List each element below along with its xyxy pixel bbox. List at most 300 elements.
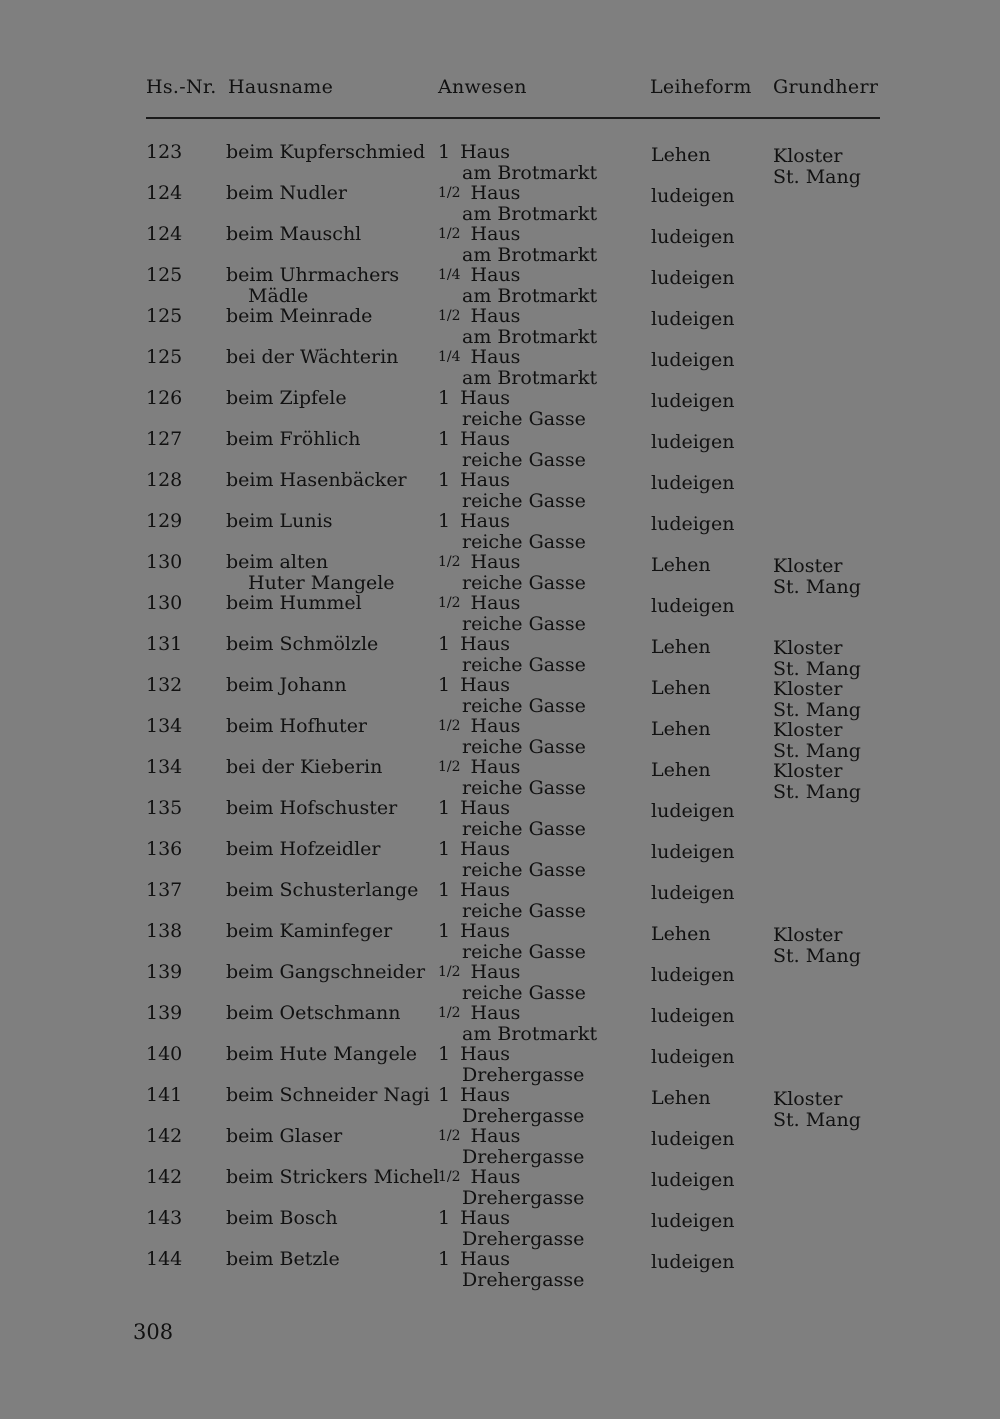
house-number: 125 <box>146 264 183 286</box>
anwesen-cell <box>438 511 586 553</box>
anwesen-haus: Haus <box>470 961 521 983</box>
anwesen-haus: Haus <box>470 305 521 327</box>
house-name-cell <box>226 347 398 368</box>
house-name: bei der Wächterin <box>226 346 399 368</box>
house-name: beim Schmölzle <box>226 633 379 655</box>
grundherr-continued: St. Mang <box>773 1109 861 1131</box>
house-name: beim Fröhlich <box>226 428 361 450</box>
table-row <box>0 920 1000 967</box>
house-name-cell <box>226 634 378 655</box>
anwesen-location: reiche Gasse <box>462 818 586 840</box>
leiheform: ludeigen <box>651 1210 735 1232</box>
anwesen-haus: Haus <box>460 469 510 491</box>
grundherr: Kloster <box>773 719 843 741</box>
anwesen-location: reiche Gasse <box>462 736 586 758</box>
header-grundherr: Grundherr <box>773 76 879 98</box>
anwesen-cell <box>438 634 586 676</box>
anwesen-cell <box>438 1167 584 1209</box>
house-name-cell <box>226 306 372 327</box>
anwesen-property <box>438 183 597 204</box>
table-row <box>0 551 1000 598</box>
grundherr-cell <box>773 925 861 967</box>
anwesen-haus: Haus <box>460 838 510 860</box>
anwesen-cell <box>438 306 597 348</box>
leiheform: ludeigen <box>651 841 735 863</box>
grundherr-cell <box>773 1089 861 1131</box>
leiheform: ludeigen <box>651 226 735 248</box>
leiheform: ludeigen <box>651 1005 735 1027</box>
house-name-cell <box>226 470 407 491</box>
house-name-cell <box>226 1044 417 1065</box>
anwesen-property <box>438 552 586 573</box>
header-hausname: Hausname <box>228 76 334 98</box>
table-row <box>0 265 1000 306</box>
anwesen-location: am Brotmarkt <box>462 285 598 307</box>
house-number: 137 <box>146 879 183 901</box>
anwesen-quantity: 1 <box>438 633 451 655</box>
house-number: 125 <box>146 305 183 327</box>
table-row <box>0 470 1000 511</box>
house-number: 126 <box>146 387 183 409</box>
house-number: 124 <box>146 182 183 204</box>
table-row <box>0 1249 1000 1290</box>
house-name: beim Hofzeidler <box>226 838 381 860</box>
anwesen-location: am Brotmarkt <box>462 326 598 348</box>
anwesen-cell <box>438 880 586 922</box>
anwesen-quantity: 1 <box>438 1248 451 1270</box>
table-row <box>0 141 1000 188</box>
grundherr-cell <box>773 638 861 680</box>
house-name-cell <box>226 962 425 983</box>
house-number: 141 <box>146 1084 183 1106</box>
anwesen-cell <box>438 347 597 389</box>
anwesen-haus: Haus <box>470 1166 521 1188</box>
grundherr-continued: St. Mang <box>773 658 861 680</box>
anwesen-property <box>438 1126 584 1147</box>
anwesen-quantity: 1/2 <box>438 718 461 734</box>
table-row <box>0 388 1000 429</box>
grundherr-continued: St. Mang <box>773 166 861 188</box>
leiheform: ludeigen <box>651 185 735 207</box>
anwesen-location: reiche Gasse <box>462 982 586 1004</box>
anwesen-haus: Haus <box>460 141 510 163</box>
house-name-cell <box>226 142 425 163</box>
anwesen-haus: Haus <box>460 1043 510 1065</box>
leiheform: ludeigen <box>651 1046 735 1068</box>
house-number: 138 <box>146 920 183 942</box>
table-row <box>0 1208 1000 1249</box>
anwesen-haus: Haus <box>460 1084 510 1106</box>
anwesen-location: reiche Gasse <box>462 941 586 963</box>
house-name: beim Hummel <box>226 592 362 614</box>
anwesen-location: am Brotmarkt <box>462 162 598 184</box>
house-name-cell <box>226 388 347 409</box>
grundherr-cell <box>773 146 861 188</box>
anwesen-cell <box>438 1085 584 1127</box>
anwesen-property <box>438 716 586 737</box>
house-number: 123 <box>146 141 183 163</box>
anwesen-cell <box>438 921 586 963</box>
house-name-continued: Huter Mangele <box>248 572 395 594</box>
anwesen-quantity: 1/2 <box>438 185 461 201</box>
table-row <box>0 798 1000 839</box>
anwesen-cell <box>438 593 586 635</box>
anwesen-property <box>438 757 586 778</box>
anwesen-location: reiche Gasse <box>462 859 586 881</box>
anwesen-property <box>438 634 586 655</box>
house-name-continued: Mädle <box>248 285 309 307</box>
leiheform: ludeigen <box>651 308 735 330</box>
grundherr-cell <box>773 720 861 762</box>
anwesen-quantity: 1 <box>438 1207 451 1229</box>
anwesen-location: Drehergasse <box>462 1187 585 1209</box>
leiheform: ludeigen <box>651 431 735 453</box>
house-name: beim Nudler <box>226 182 347 204</box>
table-row <box>0 1167 1000 1208</box>
house-name-cell <box>226 1126 342 1147</box>
anwesen-quantity: 1/4 <box>438 267 461 283</box>
house-number: 134 <box>146 715 183 737</box>
house-number: 135 <box>146 797 183 819</box>
anwesen-haus: Haus <box>460 633 510 655</box>
anwesen-property <box>438 1003 597 1024</box>
house-number: 130 <box>146 592 183 614</box>
leiheform: Lehen <box>651 923 711 945</box>
anwesen-location: reiche Gasse <box>462 695 586 717</box>
house-number: 128 <box>146 469 183 491</box>
anwesen-cell <box>438 142 597 184</box>
leiheform: Lehen <box>651 636 711 658</box>
anwesen-cell <box>438 675 586 717</box>
anwesen-quantity: 1/2 <box>438 964 461 980</box>
anwesen-location: am Brotmarkt <box>462 1023 598 1045</box>
page-number: 308 <box>133 1320 174 1344</box>
leiheform: ludeigen <box>651 882 735 904</box>
anwesen-location: Drehergasse <box>462 1228 585 1250</box>
house-name: beim Bosch <box>226 1207 338 1229</box>
house-number: 144 <box>146 1248 183 1270</box>
anwesen-cell <box>438 183 597 225</box>
house-number: 131 <box>146 633 183 655</box>
anwesen-location: reiche Gasse <box>462 531 586 553</box>
house-name: beim Gangschneider <box>226 961 426 983</box>
leiheform: Lehen <box>651 144 711 166</box>
table-row <box>0 347 1000 388</box>
house-name-cell <box>226 675 347 696</box>
anwesen-quantity: 1 <box>438 674 451 696</box>
table-row <box>0 306 1000 347</box>
house-name-cell <box>226 839 380 860</box>
anwesen-haus: Haus <box>460 1248 510 1270</box>
anwesen-haus: Haus <box>470 592 521 614</box>
leiheform: Lehen <box>651 718 711 740</box>
anwesen-haus: Haus <box>460 428 510 450</box>
anwesen-location: Drehergasse <box>462 1146 585 1168</box>
table-row <box>0 511 1000 552</box>
grundherr: Kloster <box>773 924 843 946</box>
grundherr-cell <box>773 556 861 598</box>
anwesen-quantity: 1 <box>438 920 451 942</box>
leiheform: ludeigen <box>651 1128 735 1150</box>
anwesen-property <box>438 1208 584 1229</box>
leiheform: Lehen <box>651 1087 711 1109</box>
anwesen-cell <box>438 1126 584 1168</box>
house-name-cell <box>226 921 392 942</box>
anwesen-haus: Haus <box>470 223 521 245</box>
house-number: 125 <box>146 346 183 368</box>
table-row <box>0 674 1000 721</box>
anwesen-location: reiche Gasse <box>462 777 586 799</box>
leiheform: Lehen <box>651 554 711 576</box>
anwesen-quantity: 1/2 <box>438 759 461 775</box>
house-number: 129 <box>146 510 183 532</box>
grundherr-continued: St. Mang <box>773 740 861 762</box>
table-row <box>0 429 1000 470</box>
grundherr: Kloster <box>773 760 843 782</box>
table-row <box>0 715 1000 762</box>
house-name: beim Mauschl <box>226 223 362 245</box>
anwesen-property <box>438 306 597 327</box>
anwesen-quantity: 1 <box>438 510 451 532</box>
house-name: beim Kaminfeger <box>226 920 393 942</box>
anwesen-cell <box>438 552 586 594</box>
house-name-cell <box>226 716 367 737</box>
table-row <box>0 1126 1000 1167</box>
anwesen-cell <box>438 1249 584 1291</box>
house-number: 130 <box>146 551 183 573</box>
house-number: 143 <box>146 1207 183 1229</box>
grundherr: Kloster <box>773 678 843 700</box>
anwesen-haus: Haus <box>460 510 510 532</box>
anwesen-cell <box>438 962 586 1004</box>
anwesen-haus: Haus <box>470 264 521 286</box>
house-name-cell <box>226 1085 430 1106</box>
anwesen-location: reiche Gasse <box>462 572 586 594</box>
anwesen-location: reiche Gasse <box>462 654 586 676</box>
house-name: beim Hasenbäcker <box>226 469 407 491</box>
grundherr: Kloster <box>773 637 843 659</box>
anwesen-quantity: 1/2 <box>438 1169 461 1185</box>
anwesen-cell <box>438 388 586 430</box>
anwesen-haus: Haus <box>460 879 510 901</box>
anwesen-cell <box>438 224 597 266</box>
anwesen-haus: Haus <box>470 715 521 737</box>
leiheform: ludeigen <box>651 964 735 986</box>
house-name-cell <box>226 593 362 614</box>
house-name: beim Hute Mangele <box>226 1043 418 1065</box>
leiheform: Lehen <box>651 677 711 699</box>
anwesen-haus: Haus <box>470 346 521 368</box>
anwesen-property <box>438 1085 584 1106</box>
table-body <box>0 142 1000 1290</box>
house-name: bei der Kieberin <box>226 756 383 778</box>
anwesen-quantity: 1 <box>438 879 451 901</box>
anwesen-quantity: 1/2 <box>438 226 461 242</box>
anwesen-haus: Haus <box>460 387 510 409</box>
anwesen-quantity: 1 <box>438 387 451 409</box>
anwesen-location: reiche Gasse <box>462 900 586 922</box>
anwesen-property <box>438 1044 584 1065</box>
anwesen-location: reiche Gasse <box>462 613 586 635</box>
anwesen-cell <box>438 1003 597 1045</box>
table-row <box>0 1044 1000 1085</box>
anwesen-haus: Haus <box>470 182 521 204</box>
house-number: 127 <box>146 428 183 450</box>
house-name-cell <box>226 880 418 901</box>
leiheform: ludeigen <box>651 390 735 412</box>
anwesen-property <box>438 593 586 614</box>
header-anwesen: Anwesen <box>438 76 527 98</box>
anwesen-quantity: 1 <box>438 141 451 163</box>
house-name-cell <box>226 757 382 778</box>
house-name-cell <box>226 1249 340 1270</box>
house-name: beim Zipfele <box>226 387 347 409</box>
house-name: beim Glaser <box>226 1125 343 1147</box>
header-rule <box>146 117 880 119</box>
house-name-cell <box>226 1208 338 1229</box>
anwesen-property <box>438 429 586 450</box>
house-name: beim Hofhuter <box>226 715 368 737</box>
house-name: beim Hofschuster <box>226 797 398 819</box>
house-number: 124 <box>146 223 183 245</box>
anwesen-property <box>438 224 597 245</box>
header-nr: Hs.-Nr. <box>146 76 217 98</box>
grundherr: Kloster <box>773 1088 843 1110</box>
grundherr-cell <box>773 761 861 803</box>
house-number: 139 <box>146 961 183 983</box>
grundherr-continued: St. Mang <box>773 781 861 803</box>
house-number: 134 <box>146 756 183 778</box>
table-row <box>0 633 1000 680</box>
anwesen-cell <box>438 429 586 471</box>
table-row <box>0 1084 1000 1131</box>
table-row <box>0 1003 1000 1044</box>
anwesen-location: Drehergasse <box>462 1105 585 1127</box>
house-name: beim Meinrade <box>226 305 373 327</box>
anwesen-location: reiche Gasse <box>462 490 586 512</box>
anwesen-quantity: 1 <box>438 797 451 819</box>
anwesen-quantity: 1 <box>438 1043 451 1065</box>
anwesen-cell <box>438 1208 584 1250</box>
table-row <box>0 183 1000 224</box>
grundherr-continued: St. Mang <box>773 945 861 967</box>
leiheform: ludeigen <box>651 800 735 822</box>
house-number: 136 <box>146 838 183 860</box>
house-name-cell <box>226 224 361 245</box>
house-name: beim Uhrmachers <box>226 264 400 286</box>
grundherr-continued: St. Mang <box>773 576 861 598</box>
leiheform: ludeigen <box>651 1169 735 1191</box>
leiheform: ludeigen <box>651 349 735 371</box>
anwesen-haus: Haus <box>470 1125 521 1147</box>
house-name-cell <box>226 798 397 819</box>
anwesen-cell <box>438 470 586 512</box>
anwesen-cell <box>438 839 586 881</box>
anwesen-quantity: 1 <box>438 838 451 860</box>
house-name: beim Oetschmann <box>226 1002 401 1024</box>
house-name-cell <box>226 429 361 450</box>
anwesen-property <box>438 962 586 983</box>
anwesen-property <box>438 839 586 860</box>
anwesen-property <box>438 1249 584 1270</box>
anwesen-haus: Haus <box>460 920 510 942</box>
table-row <box>0 962 1000 1003</box>
house-number: 142 <box>146 1125 183 1147</box>
anwesen-location: am Brotmarkt <box>462 367 598 389</box>
anwesen-location: am Brotmarkt <box>462 203 598 225</box>
house-name-cell <box>226 183 347 204</box>
house-name: beim Strickers Michel <box>226 1166 440 1188</box>
anwesen-haus: Haus <box>470 756 521 778</box>
house-name: beim Schneider Nagi <box>226 1084 430 1106</box>
house-number: 139 <box>146 1002 183 1024</box>
anwesen-cell <box>438 757 586 799</box>
anwesen-cell <box>438 1044 584 1086</box>
anwesen-cell <box>438 798 586 840</box>
table-row <box>0 756 1000 803</box>
leiheform: Lehen <box>651 759 711 781</box>
anwesen-property <box>438 798 586 819</box>
anwesen-haus: Haus <box>460 797 510 819</box>
house-name: beim Schusterlange <box>226 879 419 901</box>
leiheform: ludeigen <box>651 472 735 494</box>
anwesen-location: reiche Gasse <box>462 449 586 471</box>
anwesen-location: am Brotmarkt <box>462 244 598 266</box>
anwesen-quantity: 1/2 <box>438 1005 461 1021</box>
grundherr-continued: St. Mang <box>773 699 861 721</box>
anwesen-quantity: 1/4 <box>438 349 461 365</box>
anwesen-quantity: 1/2 <box>438 595 461 611</box>
leiheform: ludeigen <box>651 595 735 617</box>
anwesen-property <box>438 921 586 942</box>
anwesen-location: Drehergasse <box>462 1269 585 1291</box>
anwesen-property <box>438 1167 584 1188</box>
house-number: 140 <box>146 1043 183 1065</box>
house-name-cell <box>226 552 395 594</box>
anwesen-property <box>438 142 597 163</box>
table-row <box>0 839 1000 880</box>
table-row <box>0 224 1000 265</box>
anwesen-property <box>438 265 597 286</box>
anwesen-location: Drehergasse <box>462 1064 585 1086</box>
house-name: beim Betzle <box>226 1248 340 1270</box>
anwesen-cell <box>438 265 597 307</box>
house-name: beim Johann <box>226 674 347 696</box>
grundherr: Kloster <box>773 555 843 577</box>
leiheform: ludeigen <box>651 513 735 535</box>
table-row <box>0 593 1000 634</box>
leiheform: ludeigen <box>651 1251 735 1273</box>
anwesen-property <box>438 470 586 491</box>
grundherr-cell <box>773 679 861 721</box>
grundherr: Kloster <box>773 145 843 167</box>
anwesen-quantity: 1/2 <box>438 554 461 570</box>
anwesen-quantity: 1/2 <box>438 308 461 324</box>
house-name-cell <box>226 1167 439 1188</box>
house-name: beim Kupferschmied <box>226 141 426 163</box>
leiheform: ludeigen <box>651 267 735 289</box>
anwesen-property <box>438 388 586 409</box>
anwesen-haus: Haus <box>470 1002 521 1024</box>
house-name-cell <box>226 1003 400 1024</box>
house-name-cell <box>226 265 399 307</box>
anwesen-property <box>438 675 586 696</box>
anwesen-haus: Haus <box>460 1207 510 1229</box>
house-name: beim Lunis <box>226 510 333 532</box>
anwesen-property <box>438 880 586 901</box>
table-row <box>0 880 1000 921</box>
anwesen-quantity: 1 <box>438 428 451 450</box>
